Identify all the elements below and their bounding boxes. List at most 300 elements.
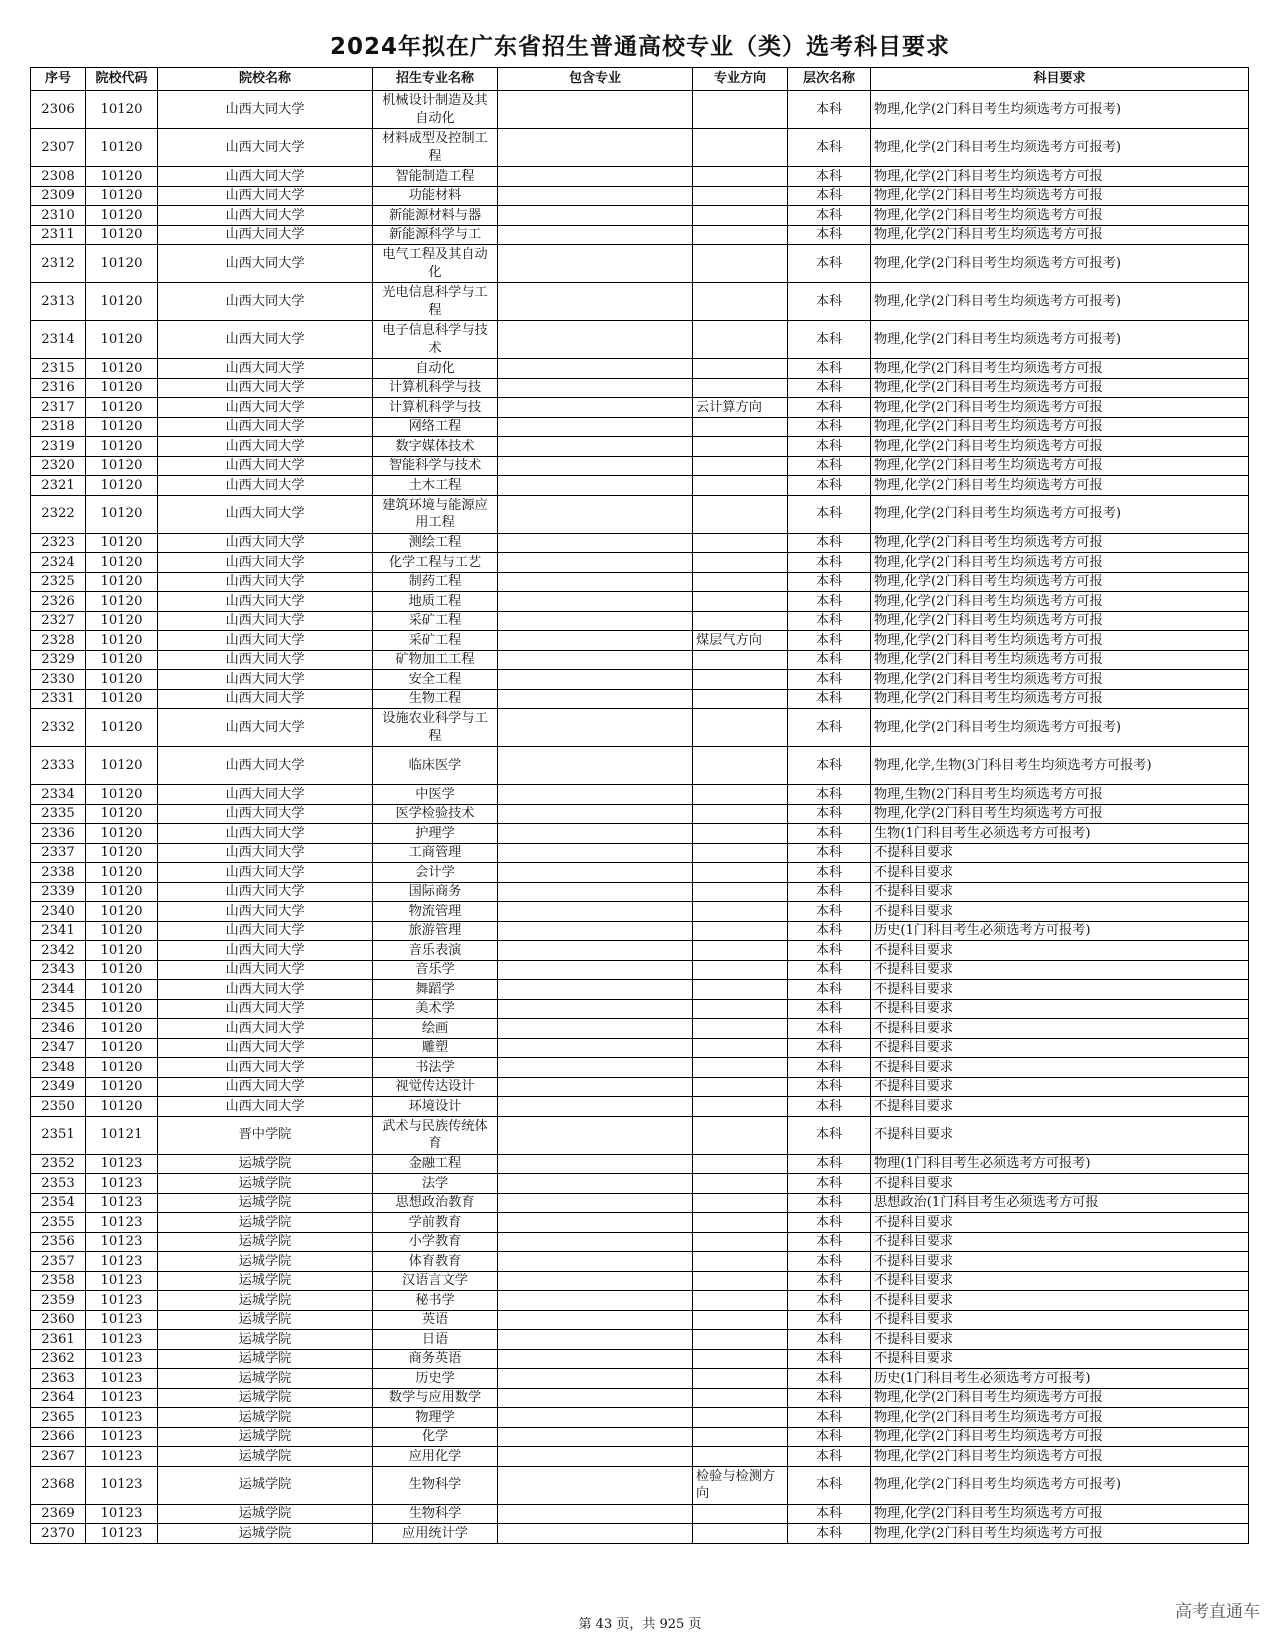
cell-included-majors — [498, 747, 693, 785]
cell-subject-req: 不提科目要求 — [871, 1330, 1249, 1350]
cell-subject-req: 物理,化学(2门科目考生均须选考方可报 — [871, 1524, 1249, 1544]
cell-direction — [693, 1193, 788, 1213]
cell-subject-req: 物理,化学(2门科目考生均须选考方可报 — [871, 417, 1249, 437]
cell-major: 汉语言文学 — [373, 1271, 498, 1291]
cell-school-name: 运城学院 — [158, 1369, 373, 1389]
cell-subject-req: 物理,化学(2门科目考生均须选考方可报 — [871, 1408, 1249, 1428]
cell-level: 本科 — [788, 1524, 871, 1544]
cell-school-name: 山西大同大学 — [158, 533, 373, 553]
cell-subject-req: 物理,化学(2门科目考生均须选考方可报 — [871, 1504, 1249, 1524]
cell-direction — [693, 1038, 788, 1058]
cell-school-name: 山西大同大学 — [158, 378, 373, 398]
cell-seq: 2369 — [31, 1504, 86, 1524]
cell-school-code: 10120 — [86, 572, 158, 592]
cell-direction — [693, 960, 788, 980]
cell-subject-req: 物理,化学(2门科目考生均须选考方可报 — [871, 650, 1249, 670]
cell-seq: 2332 — [31, 709, 86, 747]
cell-included-majors — [498, 804, 693, 824]
cell-school-code: 10120 — [86, 611, 158, 631]
col-header-level: 层次名称 — [788, 68, 871, 91]
cell-school-code: 10120 — [86, 283, 158, 321]
cell-direction — [693, 999, 788, 1019]
cell-major: 思想政治教育 — [373, 1193, 498, 1213]
cell-seq: 2354 — [31, 1193, 86, 1213]
cell-subject-req: 思想政治(1门科目考生必须选考方可报 — [871, 1193, 1249, 1213]
cell-school-name: 山西大同大学 — [158, 283, 373, 321]
cell-included-majors — [498, 1232, 693, 1252]
cell-school-code: 10123 — [86, 1252, 158, 1272]
cell-level: 本科 — [788, 1213, 871, 1233]
cell-direction — [693, 417, 788, 437]
table-row — [31, 785, 1249, 805]
cell-level: 本科 — [788, 1097, 871, 1117]
cell-level: 本科 — [788, 495, 871, 533]
table-row — [31, 1116, 1249, 1154]
cell-school-name: 山西大同大学 — [158, 456, 373, 476]
cell-included-majors — [498, 417, 693, 437]
table-row — [31, 941, 1249, 961]
cell-direction — [693, 804, 788, 824]
cell-seq: 2353 — [31, 1174, 86, 1194]
cell-school-code: 10120 — [86, 225, 158, 245]
cell-school-name: 山西大同大学 — [158, 960, 373, 980]
cell-included-majors — [498, 1174, 693, 1194]
cell-subject-req: 物理,化学(2门科目考生均须选考方可报 — [871, 1447, 1249, 1467]
cell-level: 本科 — [788, 689, 871, 709]
cell-major: 武术与民族传统体育 — [373, 1116, 498, 1154]
cell-level: 本科 — [788, 1058, 871, 1078]
cell-major: 电子信息科学与技术 — [373, 321, 498, 359]
cell-major: 旅游管理 — [373, 921, 498, 941]
cell-school-name: 山西大同大学 — [158, 476, 373, 496]
cell-seq: 2362 — [31, 1349, 86, 1369]
cell-included-majors — [498, 1310, 693, 1330]
cell-direction — [693, 378, 788, 398]
col-header-included-majors: 包含专业 — [498, 68, 693, 91]
requirements-table — [30, 67, 1249, 1544]
cell-school-name: 山西大同大学 — [158, 359, 373, 379]
cell-subject-req: 不提科目要求 — [871, 1271, 1249, 1291]
cell-direction — [693, 206, 788, 226]
cell-subject-req: 不提科目要求 — [871, 1097, 1249, 1117]
cell-included-majors — [498, 378, 693, 398]
cell-direction — [693, 129, 788, 167]
cell-school-code: 10123 — [86, 1388, 158, 1408]
cell-major: 电气工程及其自动化 — [373, 245, 498, 283]
cell-level: 本科 — [788, 1154, 871, 1174]
cell-major: 视觉传达设计 — [373, 1077, 498, 1097]
cell-school-code: 10120 — [86, 921, 158, 941]
cell-included-majors — [498, 824, 693, 844]
cell-major: 日语 — [373, 1330, 498, 1350]
cell-direction — [693, 785, 788, 805]
cell-school-name: 运城学院 — [158, 1154, 373, 1174]
cell-major: 金融工程 — [373, 1154, 498, 1174]
cell-school-code: 10120 — [86, 1038, 158, 1058]
cell-subject-req: 物理,化学(2门科目考生均须选考方可报考) — [871, 1466, 1249, 1504]
cell-seq: 2333 — [31, 747, 86, 785]
cell-seq: 2339 — [31, 882, 86, 902]
cell-level: 本科 — [788, 1252, 871, 1272]
cell-included-majors — [498, 359, 693, 379]
cell-included-majors — [498, 1154, 693, 1174]
table-row — [31, 359, 1249, 379]
cell-level: 本科 — [788, 592, 871, 612]
cell-direction — [693, 650, 788, 670]
cell-direction — [693, 611, 788, 631]
cell-school-code: 10123 — [86, 1310, 158, 1330]
cell-level: 本科 — [788, 1408, 871, 1428]
cell-school-name: 运城学院 — [158, 1524, 373, 1544]
cell-direction — [693, 670, 788, 690]
cell-included-majors — [498, 1077, 693, 1097]
cell-included-majors — [498, 1427, 693, 1447]
cell-major: 采矿工程 — [373, 631, 498, 651]
cell-school-code: 10123 — [86, 1524, 158, 1544]
cell-major: 音乐表演 — [373, 941, 498, 961]
cell-included-majors — [498, 553, 693, 573]
cell-subject-req: 不提科目要求 — [871, 863, 1249, 883]
cell-school-code: 10123 — [86, 1369, 158, 1389]
cell-school-code: 10120 — [86, 863, 158, 883]
cell-seq: 2352 — [31, 1154, 86, 1174]
cell-subject-req: 不提科目要求 — [871, 1232, 1249, 1252]
cell-major: 绘画 — [373, 1019, 498, 1039]
cell-seq: 2338 — [31, 863, 86, 883]
cell-school-code: 10120 — [86, 999, 158, 1019]
cell-subject-req: 物理,化学(2门科目考生均须选考方可报考) — [871, 245, 1249, 283]
cell-seq: 2343 — [31, 960, 86, 980]
cell-included-majors — [498, 650, 693, 670]
cell-seq: 2309 — [31, 186, 86, 206]
table-row — [31, 824, 1249, 844]
cell-included-majors — [498, 882, 693, 902]
cell-school-code: 10120 — [86, 843, 158, 863]
cell-included-majors — [498, 902, 693, 922]
cell-school-name: 山西大同大学 — [158, 824, 373, 844]
cell-school-code: 10120 — [86, 495, 158, 533]
cell-level: 本科 — [788, 1019, 871, 1039]
table-header-row — [31, 68, 1249, 91]
cell-subject-req: 物理,化学(2门科目考生均须选考方可报 — [871, 804, 1249, 824]
cell-major: 采矿工程 — [373, 611, 498, 631]
cell-seq: 2327 — [31, 611, 86, 631]
cell-included-majors — [498, 186, 693, 206]
cell-major: 雕塑 — [373, 1038, 498, 1058]
table-row — [31, 921, 1249, 941]
cell-school-name: 运城学院 — [158, 1310, 373, 1330]
cell-subject-req: 不提科目要求 — [871, 1038, 1249, 1058]
cell-school-name: 山西大同大学 — [158, 631, 373, 651]
cell-subject-req: 不提科目要求 — [871, 980, 1249, 1000]
cell-included-majors — [498, 206, 693, 226]
cell-major: 矿物加工工程 — [373, 650, 498, 670]
cell-level: 本科 — [788, 1232, 871, 1252]
cell-subject-req: 物理,化学,生物(3门科目考生均须选考方可报考) — [871, 747, 1249, 785]
cell-major: 数字媒体技术 — [373, 437, 498, 457]
cell-major: 光电信息科学与工程 — [373, 283, 498, 321]
cell-level: 本科 — [788, 456, 871, 476]
cell-school-name: 山西大同大学 — [158, 804, 373, 824]
col-header-subject-req: 科目要求 — [871, 68, 1249, 91]
cell-school-name: 山西大同大学 — [158, 1077, 373, 1097]
cell-seq: 2349 — [31, 1077, 86, 1097]
cell-major: 材料成型及控制工程 — [373, 129, 498, 167]
cell-major: 环境设计 — [373, 1097, 498, 1117]
cell-seq: 2358 — [31, 1271, 86, 1291]
cell-seq: 2331 — [31, 689, 86, 709]
cell-school-name: 山西大同大学 — [158, 882, 373, 902]
cell-included-majors — [498, 1349, 693, 1369]
table-row — [31, 553, 1249, 573]
cell-school-name: 山西大同大学 — [158, 245, 373, 283]
cell-major: 法学 — [373, 1174, 498, 1194]
cell-school-name: 山西大同大学 — [158, 689, 373, 709]
cell-direction — [693, 456, 788, 476]
table-row — [31, 1174, 1249, 1194]
cell-seq: 2359 — [31, 1291, 86, 1311]
cell-subject-req: 物理,生物(2门科目考生均须选考方可报 — [871, 785, 1249, 805]
cell-major: 数学与应用数学 — [373, 1388, 498, 1408]
cell-seq: 2350 — [31, 1097, 86, 1117]
cell-school-code: 10120 — [86, 670, 158, 690]
cell-school-code: 10120 — [86, 941, 158, 961]
cell-major: 音乐学 — [373, 960, 498, 980]
cell-direction — [693, 91, 788, 129]
cell-subject-req: 物理,化学(2门科目考生均须选考方可报 — [871, 572, 1249, 592]
cell-direction — [693, 359, 788, 379]
cell-subject-req: 不提科目要求 — [871, 1058, 1249, 1078]
cell-school-code: 10120 — [86, 1058, 158, 1078]
cell-school-code: 10123 — [86, 1408, 158, 1428]
cell-major: 工商管理 — [373, 843, 498, 863]
cell-level: 本科 — [788, 863, 871, 883]
table-row — [31, 1213, 1249, 1233]
cell-school-code: 10120 — [86, 186, 158, 206]
brand-watermark: 高考直通车 — [1175, 1602, 1260, 1622]
cell-direction — [693, 941, 788, 961]
cell-level: 本科 — [788, 1349, 871, 1369]
cell-level: 本科 — [788, 572, 871, 592]
cell-major: 医学检验技术 — [373, 804, 498, 824]
table-row — [31, 863, 1249, 883]
cell-seq: 2342 — [31, 941, 86, 961]
cell-subject-req: 不提科目要求 — [871, 843, 1249, 863]
cell-major: 计算机科学与技 — [373, 398, 498, 418]
cell-school-name: 运城学院 — [158, 1291, 373, 1311]
cell-level: 本科 — [788, 476, 871, 496]
cell-level: 本科 — [788, 804, 871, 824]
cell-school-name: 山西大同大学 — [158, 670, 373, 690]
cell-level: 本科 — [788, 378, 871, 398]
cell-major: 智能科学与技术 — [373, 456, 498, 476]
cell-school-code: 10120 — [86, 689, 158, 709]
cell-school-code: 10120 — [86, 398, 158, 418]
cell-direction — [693, 1369, 788, 1389]
cell-major: 功能材料 — [373, 186, 498, 206]
cell-included-majors — [498, 1038, 693, 1058]
cell-level: 本科 — [788, 245, 871, 283]
cell-seq: 2307 — [31, 129, 86, 167]
cell-school-code: 10123 — [86, 1271, 158, 1291]
cell-subject-req: 物理,化学(2门科目考生均须选考方可报 — [871, 359, 1249, 379]
cell-direction — [693, 1213, 788, 1233]
cell-school-name: 山西大同大学 — [158, 999, 373, 1019]
cell-school-name: 山西大同大学 — [158, 417, 373, 437]
cell-school-name: 运城学院 — [158, 1252, 373, 1272]
cell-level: 本科 — [788, 129, 871, 167]
cell-major: 会计学 — [373, 863, 498, 883]
cell-major: 应用统计学 — [373, 1524, 498, 1544]
cell-subject-req: 历史(1门科目考生必须选考方可报考) — [871, 921, 1249, 941]
cell-subject-req: 不提科目要求 — [871, 902, 1249, 922]
cell-major: 美术学 — [373, 999, 498, 1019]
cell-subject-req: 不提科目要求 — [871, 960, 1249, 980]
table-row — [31, 1038, 1249, 1058]
table-row — [31, 689, 1249, 709]
cell-major: 生物科学 — [373, 1504, 498, 1524]
cell-subject-req: 不提科目要求 — [871, 1019, 1249, 1039]
cell-subject-req: 物理,化学(2门科目考生均须选考方可报 — [871, 225, 1249, 245]
table-row — [31, 592, 1249, 612]
cell-included-majors — [498, 533, 693, 553]
cell-subject-req: 物理,化学(2门科目考生均须选考方可报 — [871, 186, 1249, 206]
cell-school-name: 山西大同大学 — [158, 902, 373, 922]
cell-included-majors — [498, 1252, 693, 1272]
cell-school-name: 山西大同大学 — [158, 611, 373, 631]
col-header-school-name: 院校名称 — [158, 68, 373, 91]
cell-subject-req: 物理,化学(2门科目考生均须选考方可报 — [871, 670, 1249, 690]
cell-direction — [693, 225, 788, 245]
cell-school-code: 10120 — [86, 206, 158, 226]
cell-seq: 2366 — [31, 1427, 86, 1447]
cell-school-name: 运城学院 — [158, 1174, 373, 1194]
cell-subject-req: 不提科目要求 — [871, 1310, 1249, 1330]
cell-school-name: 山西大同大学 — [158, 843, 373, 863]
cell-direction — [693, 1019, 788, 1039]
cell-school-code: 10120 — [86, 747, 158, 785]
cell-level: 本科 — [788, 1447, 871, 1467]
table-row — [31, 1524, 1249, 1544]
cell-included-majors — [498, 1504, 693, 1524]
cell-included-majors — [498, 980, 693, 1000]
cell-seq: 2357 — [31, 1252, 86, 1272]
cell-seq: 2355 — [31, 1213, 86, 1233]
cell-level: 本科 — [788, 1174, 871, 1194]
cell-subject-req: 不提科目要求 — [871, 1252, 1249, 1272]
cell-school-code: 10120 — [86, 709, 158, 747]
cell-level: 本科 — [788, 1271, 871, 1291]
cell-school-name: 运城学院 — [158, 1466, 373, 1504]
cell-subject-req: 物理,化学(2门科目考生均须选考方可报 — [871, 437, 1249, 457]
cell-direction — [693, 1330, 788, 1350]
table-row — [31, 1310, 1249, 1330]
cell-subject-req: 物理,化学(2门科目考生均须选考方可报 — [871, 398, 1249, 418]
cell-seq: 2364 — [31, 1388, 86, 1408]
cell-included-majors — [498, 843, 693, 863]
cell-subject-req: 物理,化学(2门科目考生均须选考方可报考) — [871, 321, 1249, 359]
cell-included-majors — [498, 1447, 693, 1467]
cell-school-code: 10120 — [86, 980, 158, 1000]
cell-included-majors — [498, 1408, 693, 1428]
cell-included-majors — [498, 592, 693, 612]
cell-major: 化学工程与工艺 — [373, 553, 498, 573]
table-row — [31, 1388, 1249, 1408]
table-row — [31, 804, 1249, 824]
table-row — [31, 1369, 1249, 1389]
table-row — [31, 378, 1249, 398]
cell-included-majors — [498, 941, 693, 961]
cell-level: 本科 — [788, 1369, 871, 1389]
cell-school-name: 晋中学院 — [158, 1116, 373, 1154]
cell-seq: 2345 — [31, 999, 86, 1019]
cell-seq: 2361 — [31, 1330, 86, 1350]
table-row — [31, 1427, 1249, 1447]
table-row — [31, 1504, 1249, 1524]
cell-level: 本科 — [788, 533, 871, 553]
cell-direction — [693, 572, 788, 592]
cell-school-name: 运城学院 — [158, 1408, 373, 1428]
cell-direction — [693, 283, 788, 321]
cell-seq: 2319 — [31, 437, 86, 457]
cell-subject-req: 物理,化学(2门科目考生均须选考方可报考) — [871, 495, 1249, 533]
cell-included-majors — [498, 1116, 693, 1154]
cell-major: 舞蹈学 — [373, 980, 498, 1000]
cell-school-name: 山西大同大学 — [158, 167, 373, 187]
cell-school-code: 10120 — [86, 91, 158, 129]
table-row — [31, 129, 1249, 167]
cell-level: 本科 — [788, 1427, 871, 1447]
cell-subject-req: 物理,化学(2门科目考生均须选考方可报 — [871, 592, 1249, 612]
cell-school-name: 山西大同大学 — [158, 747, 373, 785]
cell-subject-req: 物理,化学(2门科目考生均须选考方可报考) — [871, 283, 1249, 321]
cell-direction — [693, 533, 788, 553]
cell-direction — [693, 1116, 788, 1154]
table-row — [31, 709, 1249, 747]
table-row — [31, 456, 1249, 476]
cell-direction — [693, 1271, 788, 1291]
cell-major: 应用化学 — [373, 1447, 498, 1467]
cell-subject-req: 不提科目要求 — [871, 1174, 1249, 1194]
cell-subject-req: 物理,化学(2门科目考生均须选考方可报 — [871, 611, 1249, 631]
cell-major: 中医学 — [373, 785, 498, 805]
cell-major: 小学教育 — [373, 1232, 498, 1252]
table-row — [31, 1271, 1249, 1291]
table-row — [31, 572, 1249, 592]
cell-direction — [693, 1154, 788, 1174]
cell-direction — [693, 1058, 788, 1078]
cell-school-name: 运城学院 — [158, 1330, 373, 1350]
cell-direction — [693, 495, 788, 533]
cell-seq: 2311 — [31, 225, 86, 245]
cell-seq: 2368 — [31, 1466, 86, 1504]
cell-subject-req: 历史(1门科目考生必须选考方可报考) — [871, 1369, 1249, 1389]
table-row — [31, 1232, 1249, 1252]
cell-major: 书法学 — [373, 1058, 498, 1078]
cell-major: 机械设计制造及其自动化 — [373, 91, 498, 129]
cell-school-name: 山西大同大学 — [158, 206, 373, 226]
cell-included-majors — [498, 167, 693, 187]
cell-school-name: 山西大同大学 — [158, 592, 373, 612]
cell-seq: 2347 — [31, 1038, 86, 1058]
cell-school-code: 10120 — [86, 1019, 158, 1039]
cell-included-majors — [498, 1097, 693, 1117]
cell-direction — [693, 437, 788, 457]
cell-level: 本科 — [788, 747, 871, 785]
table-row — [31, 1077, 1249, 1097]
cell-level: 本科 — [788, 999, 871, 1019]
cell-major: 建筑环境与能源应用工程 — [373, 495, 498, 533]
